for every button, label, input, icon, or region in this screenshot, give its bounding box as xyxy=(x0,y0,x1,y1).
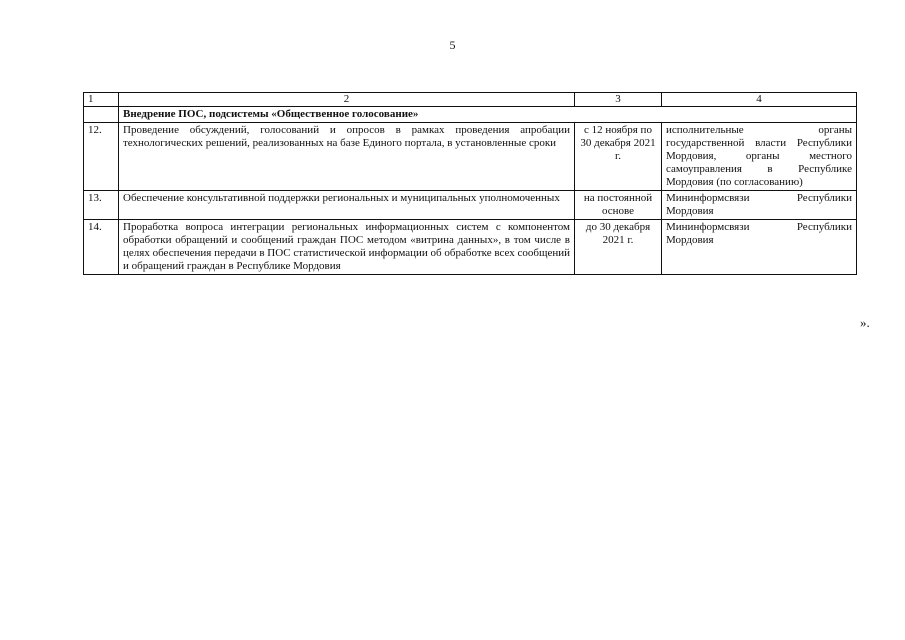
header-cell-1: 1 xyxy=(84,93,119,107)
table-row xyxy=(84,220,857,275)
row-action: Проработка вопроса интеграции региональных информационных систем с компонентом обработки обращений и сообщений граждан ПОС методом «витрина данных», в том числе в целях обеспечения передачи в ПОС статистической информации об обработке всех сообщений и обращений граждан в Республике Мордовия xyxy=(119,220,575,275)
row-responsible: исполнительные органы государственной власти Республики Мордовия, органы местного самоуправления в Республике Мордовия (по согласованию) xyxy=(662,123,857,191)
table-row xyxy=(84,191,857,220)
table-header-row xyxy=(84,93,857,107)
header-cell-2: 2 xyxy=(119,93,575,107)
row-action: Обеспечение консультативной поддержки региональных и муниципальных уполномоченных xyxy=(119,191,575,220)
header-cell-3: 3 xyxy=(575,93,662,107)
row-responsible: Мининформсвязи Республики Мордовия xyxy=(662,220,857,275)
row-number: 13. xyxy=(84,191,119,220)
row-deadline: на постоянной основе xyxy=(575,191,662,220)
row-deadline: до 30 декабря 2021 г. xyxy=(575,220,662,275)
plan-table xyxy=(83,92,857,275)
row-action: Проведение обсуждений, голосований и опросов в рамках проведения апробации технологических решений, реализованных на базе Единого портала, в установленные сроки xyxy=(119,123,575,191)
closing-quote-mark: ». xyxy=(860,315,870,330)
page-number: 5 xyxy=(449,38,456,52)
row-deadline: с 12 ноября по 30 декабря 2021 г. xyxy=(575,123,662,191)
section-row xyxy=(84,107,857,123)
plan-table-container xyxy=(83,92,856,275)
row-number: 14. xyxy=(84,220,119,275)
row-number: 12. xyxy=(84,123,119,191)
header-cell-4: 4 xyxy=(662,93,857,107)
section-empty-cell xyxy=(84,107,119,123)
section-title: Внедрение ПОС, подсистемы «Общественное голосование» xyxy=(119,107,857,123)
table-row xyxy=(84,123,857,191)
row-responsible: Мининформсвязи Республики Мордовия xyxy=(662,191,857,220)
